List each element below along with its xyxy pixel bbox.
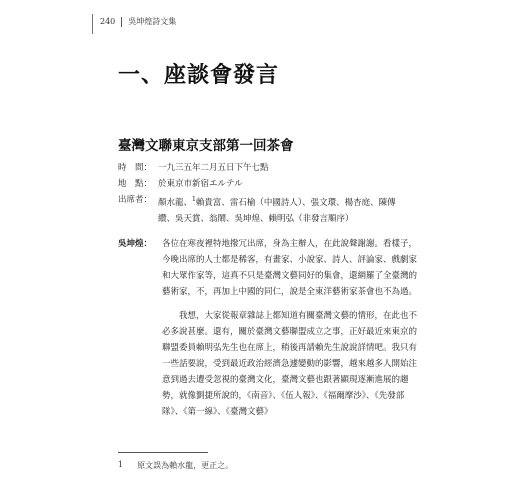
speaker-name: 吳坤煌： (118, 239, 153, 249)
place-row (118, 176, 408, 192)
place-value: 於東京市新宿エルテル (158, 179, 243, 189)
header-divider (92, 14, 93, 34)
chapter-title: 一、座談會發言 (118, 62, 280, 88)
book-title: 吳坤煌詩文集 (128, 17, 177, 26)
attendees-first: 顏水龍、 (158, 197, 193, 208)
attendees-row (118, 192, 408, 227)
page-number: 240 (100, 17, 116, 26)
footnote (118, 460, 233, 471)
time-row (118, 160, 408, 176)
footnote-number: 1 (118, 460, 124, 469)
running-header (100, 16, 176, 27)
meeting-info (118, 160, 408, 227)
attendees-label: 出席者： (118, 195, 153, 205)
time-value: 一九三五年二月五日下午七點 (158, 163, 269, 173)
footnote-divider (118, 452, 208, 453)
place-label: 地 點： (118, 179, 153, 189)
speech-body (118, 236, 418, 420)
speech-block (118, 236, 418, 300)
header-separator (121, 17, 122, 27)
speech-paragraph-1: 各位在寒夜裡特地撥冗出席，身為主辦人，在此說聲謝謝。看樣子，今晚出席的人士都是稀客，有畫家、小說家、詩人、評論家、戲劇家和大眾作家等，這真不只是臺灣文藝同好的集會，還網羅了全臺灣的藝術家，不，再加上中國的同仁，說是全東洋藝術家茶會也不為過。 (162, 239, 418, 297)
attendees-rest: 賴貴富、雷石榆（中國詩人）、張文環、楊杏庭、陳傳纘、吳天賞、翁鬧、吳坤煌、賴明弘（非發言順序） (158, 197, 396, 224)
attendees-value (158, 192, 408, 227)
time-label: 時 間： (118, 163, 153, 173)
footnote-marker[interactable]: 1 (192, 196, 196, 203)
speech-paragraph-2: 我想，大家從報章雜誌上都知道有關臺灣文藝的情形，在此也不必多說甚麼。還有，關於臺灣文藝聯盟成立之事，正好最近來東京的聯盟委員賴明弘先生也在席上，稍後再請賴先生說說詳情吧。我只有一些話要說，受到最近政治經濟急遽變動的影響，越來越多人開始注意到過去遭受忽視的臺灣文化，臺灣文藝也跟著顯現逐漸進展的趨勢，就像劉捷所說的，《南音》、《伍人報》、《福爾摩沙》、《先發部隊》、《第一線》、《臺灣文藝》 (162, 311, 418, 417)
footnote-text: 原文誤為賴水龍，更正之。 (137, 461, 234, 470)
section-title: 臺灣文聯東京支部第一回茶會 (118, 138, 294, 154)
